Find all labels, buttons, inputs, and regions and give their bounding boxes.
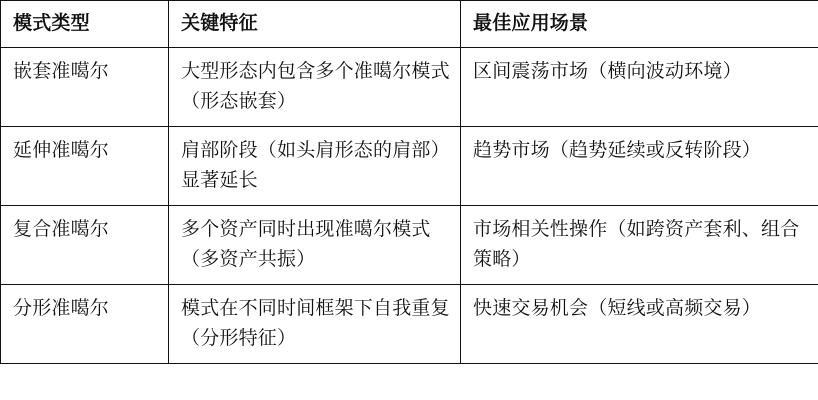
table-row: [1, 285, 818, 364]
cell-key-features: 大型形态内包含多个准噶尔模式（形态嵌套）: [169, 48, 461, 127]
cell-best-scenario: 快速交易机会（短线或高频交易）: [461, 285, 818, 364]
cell-key-features: 肩部阶段（如头肩形态的肩部）显著延长: [169, 127, 461, 206]
table-row: [1, 206, 818, 285]
column-header-best-scenario: 最佳应用场景: [461, 1, 818, 48]
table-row: [1, 127, 818, 206]
cell-pattern-type: 分形准噶尔: [1, 285, 169, 364]
cell-best-scenario: 趋势市场（趋势延续或反转阶段）: [461, 127, 818, 206]
cell-pattern-type: 复合准噶尔: [1, 206, 169, 285]
cell-pattern-type: 延伸准噶尔: [1, 127, 169, 206]
cell-key-features: 模式在不同时间框架下自我重复（分形特征）: [169, 285, 461, 364]
cell-best-scenario: 区间震荡市场（横向波动环境）: [461, 48, 818, 127]
cell-best-scenario: 市场相关性操作（如跨资产套利、组合策略）: [461, 206, 818, 285]
cell-pattern-type: 嵌套准噶尔: [1, 48, 169, 127]
cell-key-features: 多个资产同时出现准噶尔模式（多资产共振）: [169, 206, 461, 285]
table-header-row: [1, 1, 818, 48]
column-header-key-features: 关键特征: [169, 1, 461, 48]
table-row: [1, 48, 818, 127]
column-header-pattern-type: 模式类型: [1, 1, 169, 48]
